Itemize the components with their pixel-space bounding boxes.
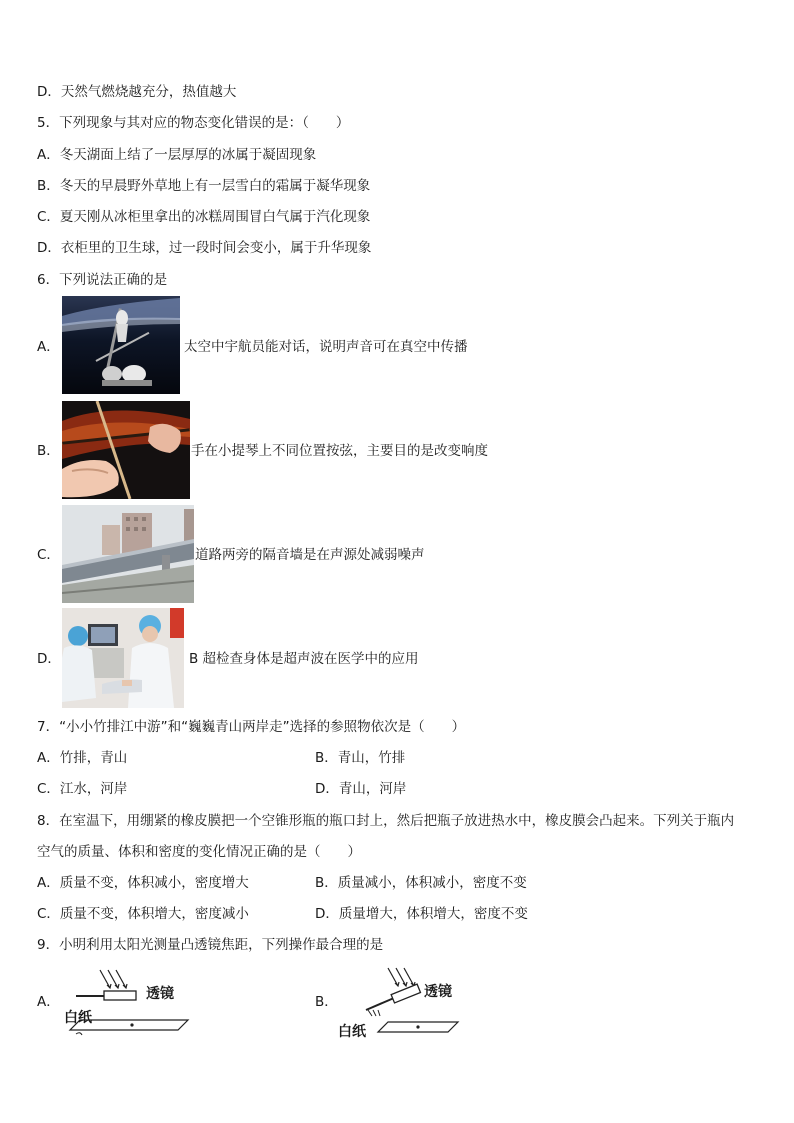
q8-option-c: C．质量不变，体积增大，密度减小 [37,906,249,922]
q6-option-c-letter: C． [37,547,60,563]
q9-option-b-letter: B． [315,994,338,1010]
q6-option-d-text: B 超检查身体是超声波在医学中的应用 [189,651,419,667]
q8-option-a: A．质量不变，体积减小，密度增大 [37,875,249,891]
q9-option-a-letter: A． [37,994,60,1010]
q7-option-b: B．青山，竹排 [315,750,406,766]
q6-option-d-letter: D． [37,651,61,667]
q8-stem-line-1: 8．在室温下，用绷紧的橡皮膜把一个空锥形瓶的瓶口封上，然后把瓶子放进热水中，橡皮膜会凸起来。下列关于瓶内 [37,813,735,829]
q8-option-b: B．质量减小，体积减小，密度不变 [315,875,527,891]
q9-stem: 9．小明利用太阳光测量凸透镜焦距，下列操作最合理的是 [37,937,384,953]
q5-option-c: C．夏天刚从冰柜里拿出的冰糕周围冒白气属于汽化现象 [37,209,371,225]
q6-option-c-text: 道路两旁的隔音墙是在声源处减弱噪声 [195,547,425,563]
q5-option-b: B．冬天的早晨野外草地上有一层雪白的霜属于凝华现象 [37,178,371,194]
q8-stem-line-2: 空气的质量、体积和密度的变化情况正确的是（ ） [37,844,361,860]
b-ultrasound-photo [62,608,184,708]
violin-photo [62,401,190,499]
q9-option-b-paper-label: 白纸 [338,1024,366,1040]
q7-stem: 7．“小小竹排江中游”和“巍巍青山两岸走”选择的参照物依次是（ ） [37,719,466,735]
q8-option-d: D．质量增大，体积增大，密度不变 [315,906,528,922]
q6-option-b-letter: B． [37,443,60,459]
q5-option-a: A．冬天湖面上结了一层厚厚的冰属于凝固现象 [37,147,317,163]
q6-option-b-text: 手在小提琴上不同位置按弦，主要目的是改变响度 [191,443,488,459]
q7-option-d: D．青山，河岸 [315,781,407,797]
q9-option-b-lens-label: 透镜 [424,984,452,1000]
q7-option-a: A．竹排，青山 [37,750,128,766]
q9-option-a-paper-label: 白纸 [64,1010,92,1026]
q6-stem: 6．下列说法正确的是 [37,272,168,288]
astronaut-photo [62,296,180,394]
q6-option-a-letter: A． [37,339,60,355]
q9-option-a-diagram [62,966,202,1036]
q5-option-d: D．衣柜里的卫生球，过一段时间会变小，属于升华现象 [37,240,372,256]
q9-option-a-lens-label: 透镜 [146,986,174,1002]
q6-option-a-text: 太空中宇航员能对话，说明声音可在真空中传播 [184,339,468,355]
q7-option-c: C．江水，河岸 [37,781,128,797]
q9-option-b-diagram [336,966,486,1044]
q5-stem: 5．下列现象与其对应的物态变化错误的是：（ ） [37,115,350,131]
sound-barrier-photo [62,505,194,603]
q4-option-d: D．天然气燃烧越充分，热值越大 [37,84,237,100]
